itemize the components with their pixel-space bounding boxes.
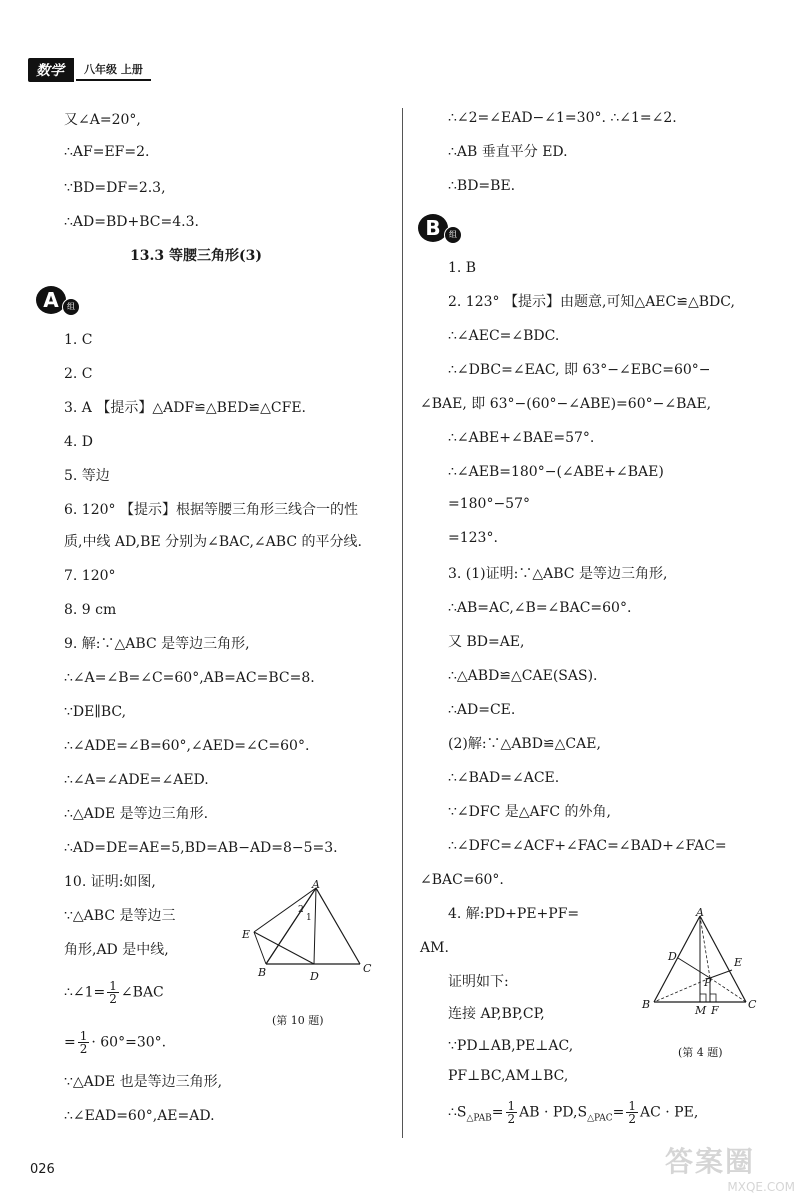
group-b-badge bbox=[418, 214, 456, 242]
answer-item: ∴∠ABE+∠BAE=57°. bbox=[448, 430, 595, 446]
label-e: E bbox=[242, 928, 251, 941]
answer-item: 连接 AP,BP,CP, bbox=[448, 1006, 545, 1022]
label-b: B bbox=[642, 998, 651, 1011]
eq-mid: AB · PD,S bbox=[519, 1104, 588, 1121]
watermark bbox=[665, 1140, 795, 1196]
eq-post: AC · PE, bbox=[640, 1104, 699, 1121]
label-a: A bbox=[312, 880, 320, 891]
answer-item: 9. 解:∵△ABC 是等边三角形, bbox=[64, 636, 250, 652]
label-m: M bbox=[695, 1004, 707, 1017]
answer-item: ∠BAE, 即 63°−(60°−∠ABE)=60°−∠BAE, bbox=[420, 396, 712, 412]
watermark-url: MXQE.COM bbox=[727, 1180, 795, 1194]
page-number: 026 bbox=[30, 1162, 55, 1177]
label-e: E bbox=[734, 956, 743, 969]
subject-label: 数学 bbox=[28, 58, 74, 82]
eq-post: ∠BAC bbox=[120, 984, 164, 1001]
answer-item: 角形,AD 是中线, bbox=[64, 942, 169, 958]
label-f: F bbox=[711, 1004, 719, 1017]
answer-item: 1. C bbox=[64, 332, 93, 348]
text-line: ∴BD=BE. bbox=[448, 178, 516, 194]
answer-item: AM. bbox=[420, 940, 449, 956]
eq-pre: = bbox=[64, 1034, 76, 1051]
answer-item: 6. 120° 【提示】根据等腰三角形三线合一的性 bbox=[64, 502, 358, 518]
label-p: P bbox=[704, 976, 712, 989]
label-c: C bbox=[748, 998, 757, 1011]
text-line: ∴AD=BD+BC=4.3. bbox=[64, 214, 199, 230]
answer-item: ∴∠BAD=∠ACE. bbox=[448, 770, 560, 786]
label-2: 2 bbox=[298, 905, 304, 915]
fraction-numerator: 1 bbox=[507, 1099, 516, 1113]
answer-item: 3. A 【提示】△ADF≌△BED≌△CFE. bbox=[64, 400, 307, 416]
answer-item: ∴∠AEB=180°−(∠ABE+∠BAE) bbox=[448, 464, 664, 480]
column-divider bbox=[402, 108, 403, 1138]
answer-item: 2. C bbox=[64, 366, 93, 382]
watermark-logo: 答案圈 bbox=[665, 1145, 756, 1178]
answer-item: ∴AD=CE. bbox=[448, 702, 516, 718]
answer-item: 7. 120° bbox=[64, 568, 116, 584]
answer-item: 4. 解:PD+PE+PF= bbox=[448, 906, 580, 922]
badge-letter: A bbox=[36, 286, 66, 314]
answer-item: ∴△ABD≌△CAE(SAS). bbox=[448, 668, 598, 684]
label-d: D bbox=[668, 950, 677, 963]
answer-item: 2. 123° 【提示】由题意,可知△AEC≌△BDC, bbox=[448, 294, 735, 310]
label-1: 1 bbox=[306, 913, 312, 923]
eq-pre: ∴∠1= bbox=[64, 984, 106, 1001]
text-line: ∵BD=DF=2.3, bbox=[64, 180, 166, 196]
answer-item: ∴△ADE 是等边三角形. bbox=[64, 806, 209, 822]
answer-item: ∴∠DFC=∠ACF+∠FAC=∠BAD+∠FAC= bbox=[448, 838, 727, 854]
fraction bbox=[506, 1100, 518, 1125]
text-line: ∴∠2=∠EAD−∠1=30°. ∴∠1=∠2. bbox=[448, 110, 677, 126]
answer-item: ∴∠EAD=60°,AE=AD. bbox=[64, 1108, 215, 1124]
answer-item: (2)解:∵△ABD≌△CAE, bbox=[448, 736, 601, 752]
figure-10-caption: (第 10 题) bbox=[272, 1014, 324, 1027]
label-c: C bbox=[363, 962, 372, 975]
fraction-numerator: 1 bbox=[109, 979, 117, 993]
fraction-denominator: 2 bbox=[109, 992, 117, 1006]
answer-item: ∴AD=DE=AE=5,BD=AB−AD=8−5=3. bbox=[64, 840, 338, 856]
answer-item: 8. 9 cm bbox=[64, 602, 117, 618]
badge-tag: 组 bbox=[62, 298, 80, 316]
answer-item: ∵△ABC 是等边三 bbox=[64, 908, 176, 924]
subscript: △PAB bbox=[466, 1113, 492, 1124]
label-a: A bbox=[696, 908, 704, 919]
figure-4 bbox=[640, 908, 760, 1022]
answer-item: ∴AB=AC,∠B=∠BAC=60°. bbox=[448, 600, 632, 616]
answer-item: ∴∠DBC=∠EAC, 即 63°−∠EBC=60°− bbox=[448, 362, 711, 378]
calc-equation bbox=[64, 1030, 166, 1055]
grade-label: 八年级 上册 bbox=[76, 59, 151, 81]
answer-item: ∴∠ADE=∠B=60°,∠AED=∠C=60°. bbox=[64, 738, 310, 754]
badge-letter: B bbox=[418, 214, 448, 242]
answer-item: ∵△ADE 也是等边三角形, bbox=[64, 1074, 223, 1090]
eq-mid: = bbox=[491, 1104, 504, 1121]
eq-pre: ∴S bbox=[448, 1104, 467, 1121]
answer-item: 3. (1)证明:∵△ABC 是等边三角形, bbox=[448, 566, 668, 582]
answer-item: =123°. bbox=[448, 530, 498, 546]
answer-item: 5. 等边 bbox=[64, 468, 110, 484]
answer-item: 质,中线 AD,BE 分别为∠BAC,∠ABC 的平分线. bbox=[64, 534, 362, 550]
answer-item: =180°−57° bbox=[448, 496, 530, 512]
answer-item: ∴∠AEC=∠BDC. bbox=[448, 328, 560, 344]
answer-item: PF⊥BC,AM⊥BC, bbox=[448, 1068, 569, 1084]
area-equation bbox=[448, 1100, 698, 1128]
answer-item: ∵PD⊥AB,PE⊥AC, bbox=[448, 1038, 574, 1054]
eq-mid: = bbox=[612, 1104, 625, 1121]
label-d: D bbox=[310, 970, 319, 980]
fraction-numerator: 1 bbox=[628, 1099, 636, 1113]
answer-item: 4. D bbox=[64, 434, 94, 450]
figure-4-caption: (第 4 题) bbox=[678, 1046, 723, 1059]
text-line: ∴AB 垂直平分 ED. bbox=[448, 144, 568, 160]
answer-item: ∵∠DFC 是△AFC 的外角, bbox=[448, 804, 611, 820]
answer-item: 10. 证明:如图, bbox=[64, 874, 156, 890]
answer-item: ∵DE∥BC, bbox=[64, 704, 127, 720]
fraction-numerator: 1 bbox=[79, 1029, 88, 1043]
eq-post: · 60°=30°. bbox=[91, 1034, 167, 1051]
fraction bbox=[107, 980, 119, 1005]
page-header bbox=[28, 58, 151, 82]
answer-item: 又 BD=AE, bbox=[448, 634, 525, 650]
text-line: ∴AF=EF=2. bbox=[64, 144, 150, 160]
text-line: 又∠A=20°, bbox=[64, 112, 141, 128]
fraction-denominator: 2 bbox=[79, 1042, 88, 1056]
answer-item: 1. B bbox=[448, 260, 477, 276]
label-b: B bbox=[258, 966, 267, 979]
section-title: 13.3 等腰三角形(3) bbox=[130, 248, 262, 264]
answer-item: 证明如下: bbox=[448, 974, 509, 990]
answer-item: ∴∠A=∠B=∠C=60°,AB=AC=BC=8. bbox=[64, 670, 315, 686]
answer-item: ∠BAC=60°. bbox=[420, 872, 504, 888]
fraction-denominator: 2 bbox=[507, 1112, 516, 1126]
fraction bbox=[626, 1100, 638, 1125]
fraction bbox=[78, 1030, 90, 1055]
answer-item: ∴∠A=∠ADE=∠AED. bbox=[64, 772, 209, 788]
figure-10 bbox=[236, 880, 376, 984]
group-a-badge bbox=[36, 286, 74, 314]
badge-tag: 组 bbox=[444, 226, 462, 244]
subscript: △PAC bbox=[587, 1113, 613, 1124]
fraction-denominator: 2 bbox=[628, 1112, 636, 1126]
angle-equation bbox=[64, 980, 164, 1005]
